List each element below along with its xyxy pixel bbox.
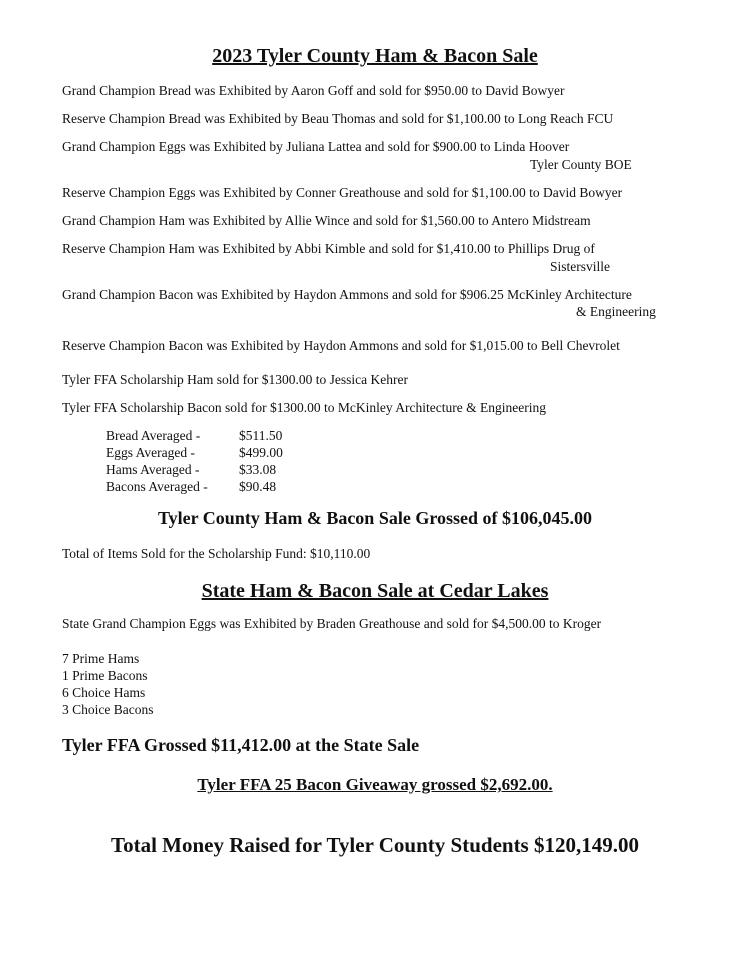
grade-count: 1 Prime Bacons (62, 668, 148, 683)
total-raised-heading: Total Money Raised for Tyler County Students $120,149.00 (111, 833, 639, 857)
state-gross-heading: Tyler FFA Grossed $11,412.00 at the State Sale (62, 735, 420, 755)
result-continuation: & Engineering (576, 304, 656, 319)
average-label: Eggs Averaged - (106, 445, 195, 460)
state-result-line: State Grand Champion Eggs was Exhibited by Braden Greathouse and sold for $4,500.00 to Kroger (62, 616, 602, 631)
grade-count: 3 Choice Bacons (62, 702, 154, 717)
result-continuation: Tyler County BOE (530, 157, 632, 172)
result-line: Tyler FFA Scholarship Ham sold for $1300.00 to Jessica Kehrer (62, 372, 409, 387)
average-label: Bread Averaged - (106, 428, 201, 443)
result-line: Grand Champion Ham was Exhibited by Allie Wince and sold for $1,560.00 to Antero Midstream (62, 213, 591, 228)
average-value: $90.48 (239, 479, 277, 494)
result-line: Reserve Champion Bread was Exhibited by Beau Thomas and sold for $1,100.00 to Long Reach FCU (62, 111, 614, 126)
result-continuation: Sistersville (550, 259, 610, 274)
average-value: $33.08 (239, 462, 277, 477)
result-line: Reserve Champion Bacon was Exhibited by Haydon Ammons and sold for $1,015.00 to Bell Chevrolet (62, 338, 620, 353)
county-gross-heading: Tyler County Ham & Bacon Sale Grossed of $106,045.00 (157, 508, 592, 528)
result-line: Tyler FFA Scholarship Bacon sold for $1300.00 to McKinley Architecture & Engineering (62, 400, 546, 415)
page-title: 2023 Tyler County Ham & Bacon Sale (212, 45, 538, 67)
result-line: Grand Champion Bacon was Exhibited by Haydon Ammons and sold for $906.25 McKinley Architecture (62, 287, 632, 302)
result-line: Grand Champion Bread was Exhibited by Aaron Goff and sold for $950.00 to David Bowyer (62, 83, 565, 98)
grade-count: 7 Prime Hams (62, 651, 140, 666)
result-line: Reserve Champion Ham was Exhibited by Abbi Kimble and sold for $1,410.00 to Phillips Drug of (62, 241, 595, 256)
giveaway-line: Tyler FFA 25 Bacon Giveaway grossed $2,692.00. (197, 775, 553, 794)
average-label: Bacons Averaged - (106, 479, 208, 494)
scholarship-total: Total of Items Sold for the Scholarship Fund: $10,110.00 (62, 546, 371, 561)
state-sale-title: State Ham & Bacon Sale at Cedar Lakes (201, 580, 549, 602)
grade-count: 6 Choice Hams (62, 685, 146, 700)
result-line: Reserve Champion Eggs was Exhibited by Conner Greathouse and sold for $1,100.00 to David Bowyer (62, 185, 623, 200)
average-label: Hams Averaged - (106, 462, 200, 477)
average-value: $511.50 (239, 428, 283, 443)
average-value: $499.00 (239, 445, 283, 460)
result-line: Grand Champion Eggs was Exhibited by Juliana Lattea and sold for $900.00 to Linda Hoover (62, 139, 570, 154)
